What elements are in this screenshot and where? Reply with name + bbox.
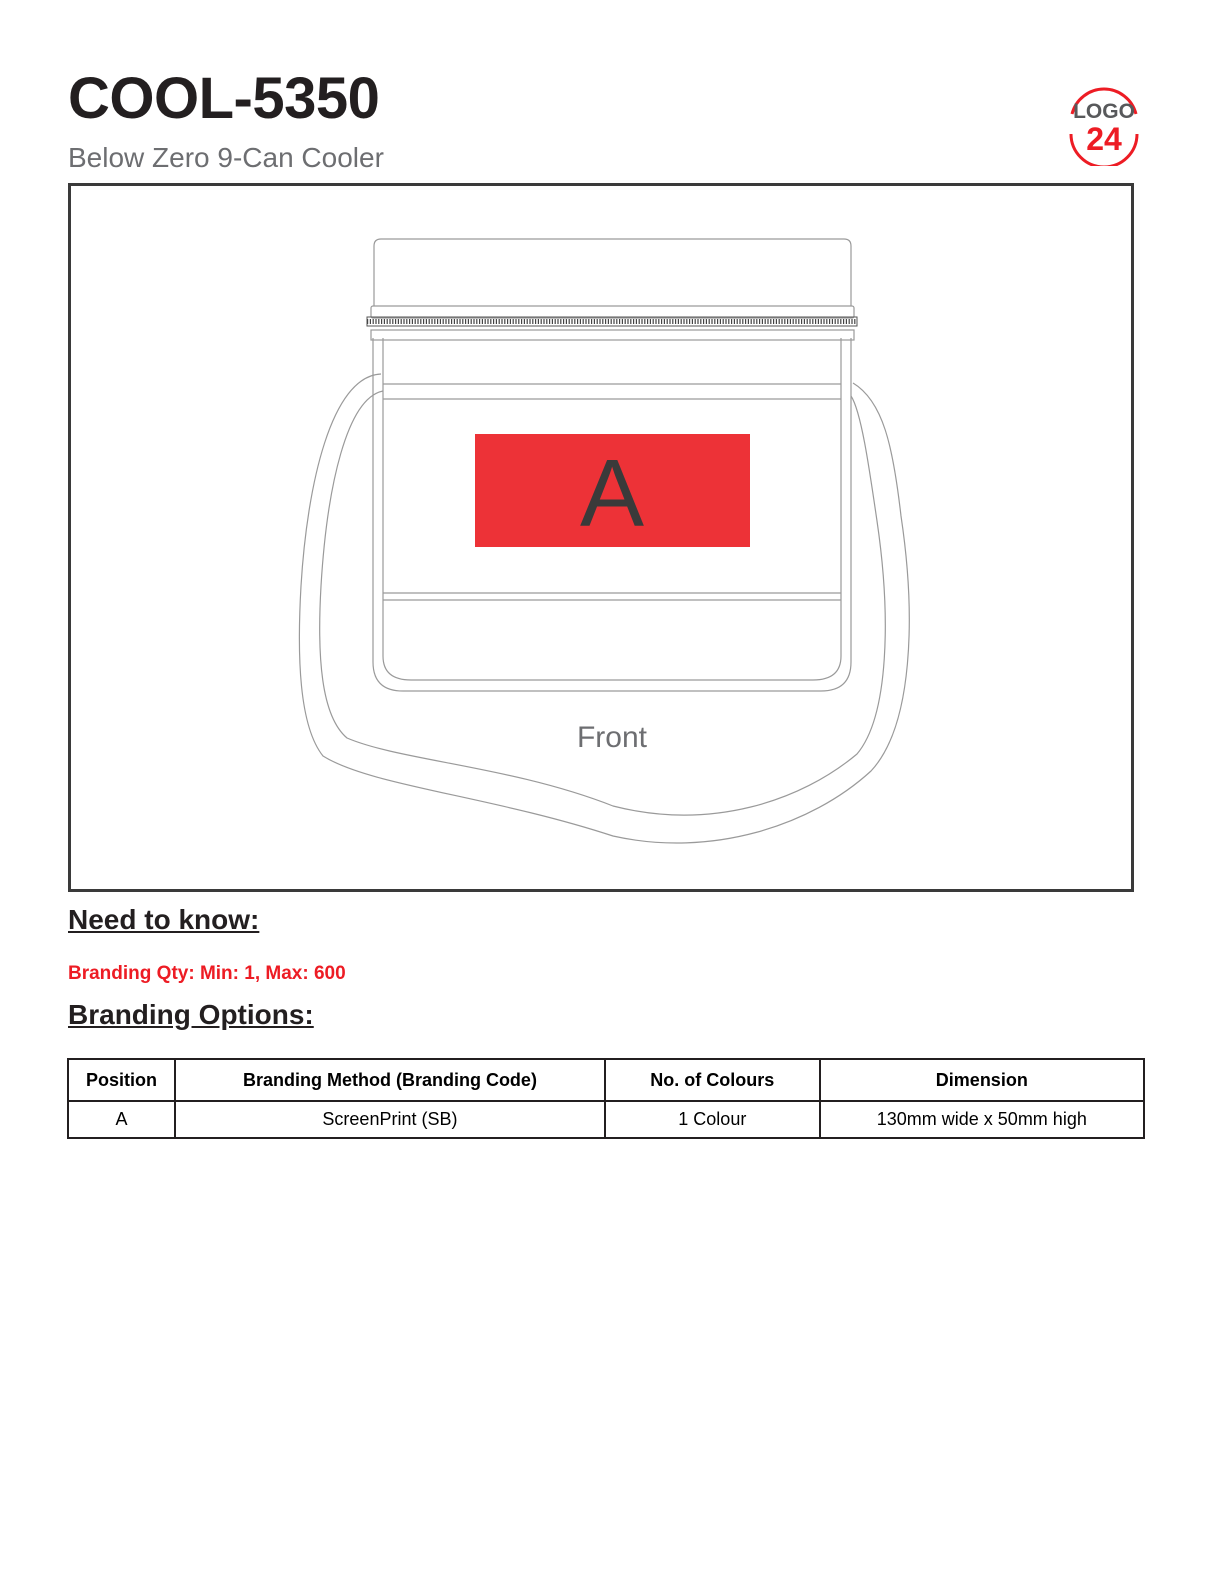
logo-text-line2: 24 — [1086, 121, 1122, 157]
branding-options-table — [67, 1058, 1145, 1139]
column-header-colours: No. of Colours — [605, 1059, 820, 1101]
cell-colours: 1 Colour — [605, 1101, 820, 1138]
cell-position: A — [68, 1101, 175, 1138]
cooler-lid — [374, 239, 851, 306]
table-row — [68, 1101, 1144, 1138]
column-header-method: Branding Method (Branding Code) — [175, 1059, 605, 1101]
column-header-dimension: Dimension — [820, 1059, 1144, 1101]
cell-dimension: 130mm wide x 50mm high — [820, 1101, 1144, 1138]
logo-mark — [1064, 84, 1144, 166]
branding-options-heading: Branding Options: — [68, 999, 314, 1030]
column-header-position: Position — [68, 1059, 175, 1101]
need-to-know-heading: Need to know: — [68, 904, 260, 935]
branding-qty-note: Branding Qty: Min: 1, Max: 600 — [68, 963, 346, 984]
logo24-logo — [1064, 84, 1144, 166]
lid-rim — [371, 306, 854, 318]
logo-text-line1: LOGO — [1073, 100, 1135, 123]
view-label: Front — [576, 721, 648, 754]
product-code: COOL-5350 — [68, 66, 380, 131]
product-drawing-frame — [68, 183, 1134, 892]
product-name: Below Zero 9-Can Cooler — [68, 142, 384, 173]
branding-area-label: A — [579, 440, 645, 547]
cooler-front-drawing — [71, 186, 1131, 889]
cell-method: ScreenPrint (SB) — [175, 1101, 605, 1138]
table-header-row — [68, 1059, 1144, 1101]
zipper-band — [371, 330, 854, 340]
